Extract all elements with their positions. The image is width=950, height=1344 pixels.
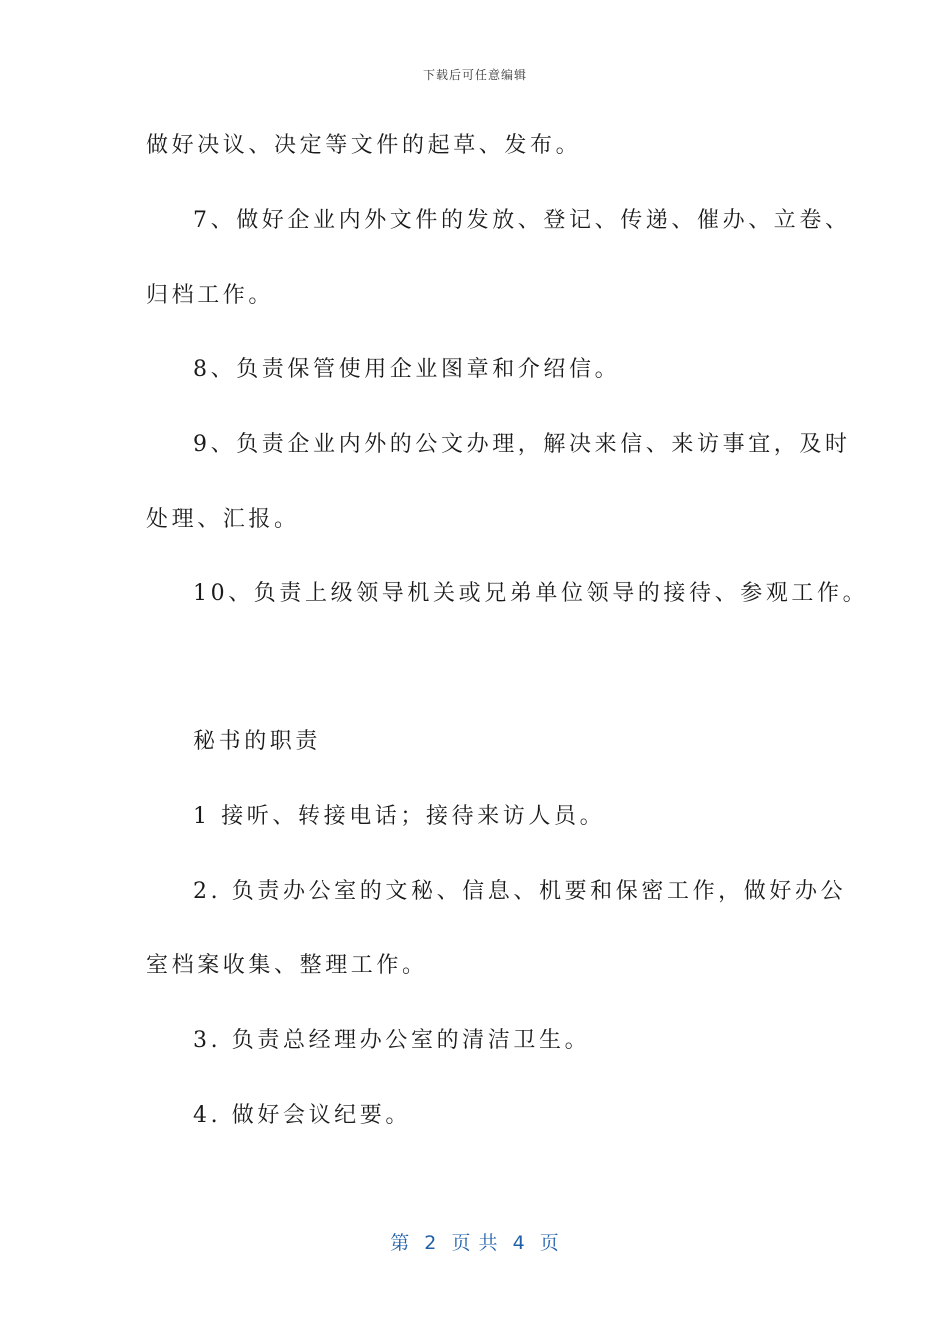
header-note: 下载后可任意编辑 — [422, 68, 527, 82]
body-line: 归档工作。 — [146, 283, 275, 308]
section-title: 秘书的职责 — [193, 729, 322, 754]
body-line: 9、负责企业内外的公文办理，解决来信、来访事宜，及时 — [193, 432, 851, 457]
body-line: 4. 做好会议纪要。 — [193, 1103, 411, 1128]
body-line: 1 接听、转接电话；接待来访人员。 — [193, 804, 606, 829]
body-line: 室档案收集、整理工作。 — [146, 953, 428, 978]
body-line: 2. 负责办公室的文秘、信息、机要和保密工作，做好办公 — [193, 879, 847, 904]
body-line: 做好决议、决定等文件的起草、发布。 — [146, 133, 582, 158]
body-line: 3. 负责总经理办公室的清洁卫生。 — [193, 1028, 591, 1053]
body-line: 处理、汇报。 — [146, 507, 300, 532]
body-line: 10、负责上级领导机关或兄弟单位领导的接待、参观工作。 — [193, 581, 869, 606]
page-number-footer: 第 2 页 共 4 页 — [390, 1232, 560, 1254]
body-line: 8、负责保管使用企业图章和介绍信。 — [193, 357, 621, 382]
body-line: 7、做好企业内外文件的发放、登记、传递、催办、立卷、 — [193, 208, 851, 233]
